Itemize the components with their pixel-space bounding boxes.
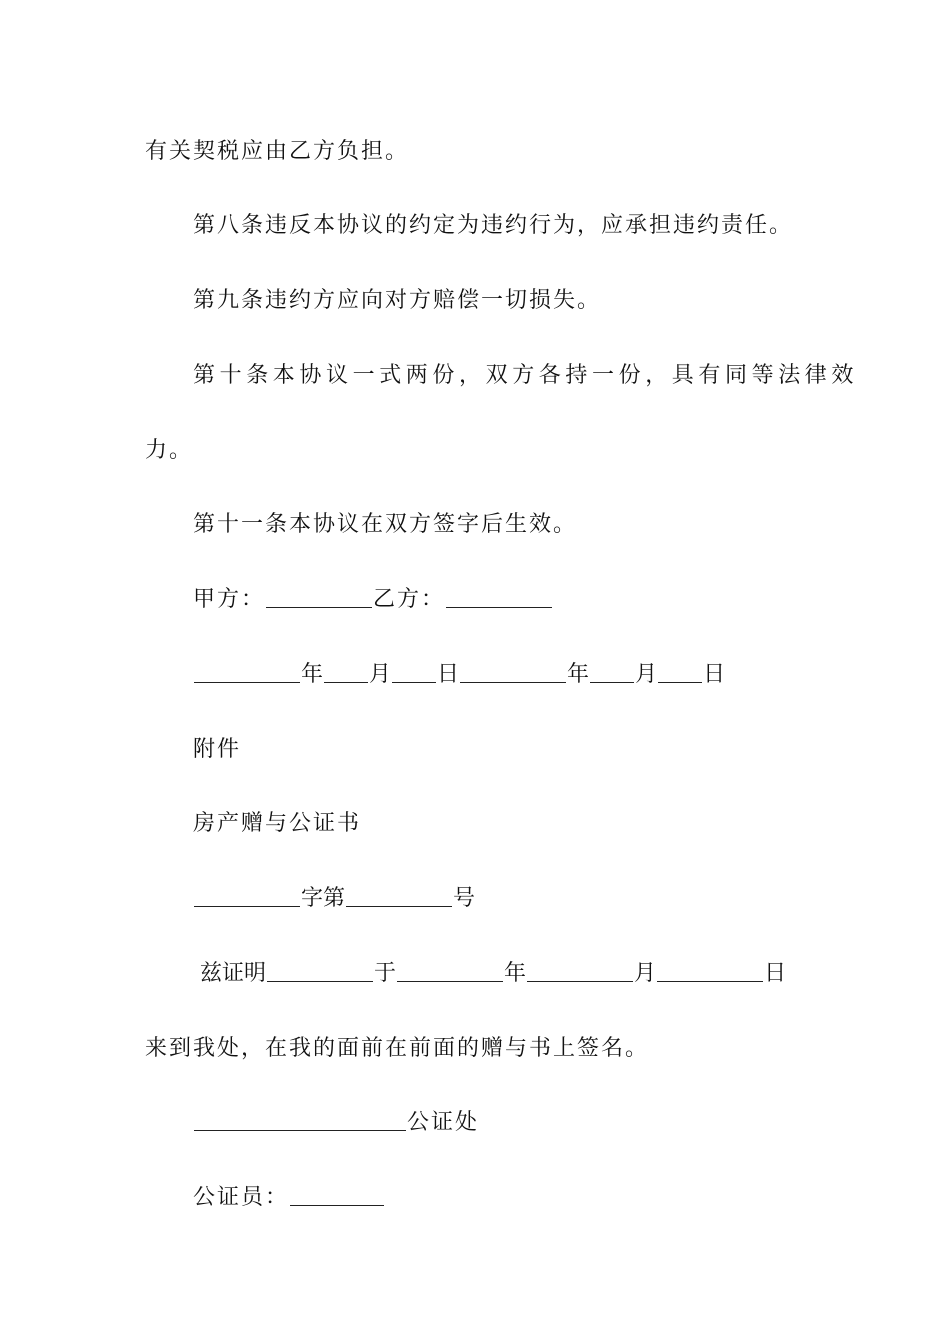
attachment-label: 附件 bbox=[193, 737, 242, 762]
certification-continuation: 来到我处，在我的面前在前面的赠与书上签名。 bbox=[145, 1036, 650, 1061]
certificate-number-row bbox=[193, 884, 873, 914]
notary-officer-row bbox=[193, 1183, 873, 1213]
date-a-year-blank[interactable] bbox=[194, 660, 300, 683]
notary-office-label: 公证处 bbox=[407, 1110, 480, 1135]
certification-row bbox=[200, 959, 880, 989]
date-b-month: 月 bbox=[635, 662, 658, 687]
certificate-prefix-blank[interactable] bbox=[194, 884, 300, 907]
party-a-label: 甲方： bbox=[193, 587, 266, 612]
party-b-blank[interactable] bbox=[446, 585, 552, 608]
article-9: 第九条违约方应向对方赔偿一切损失。 bbox=[193, 288, 602, 313]
certificate-number-blank[interactable] bbox=[346, 884, 452, 907]
certification-month-blank[interactable] bbox=[527, 959, 633, 982]
party-a-blank[interactable] bbox=[266, 585, 372, 608]
certificate-number-end: 号 bbox=[453, 886, 476, 911]
date-b-month-blank[interactable] bbox=[590, 660, 634, 683]
certification-day: 日 bbox=[764, 961, 787, 986]
certification-prefix: 兹证明 bbox=[200, 961, 267, 986]
date-b-year: 年 bbox=[567, 662, 590, 687]
date-b-day-blank[interactable] bbox=[658, 660, 702, 683]
date-a-year: 年 bbox=[301, 662, 324, 687]
notary-officer-label: 公证员： bbox=[193, 1185, 290, 1210]
date-a-month: 月 bbox=[369, 662, 392, 687]
date-a-month-blank[interactable] bbox=[324, 660, 368, 683]
attachment-title: 房产赠与公证书 bbox=[193, 811, 362, 836]
notary-officer-blank[interactable] bbox=[290, 1183, 384, 1206]
party-b-label: 乙方： bbox=[373, 587, 446, 612]
signature-row bbox=[193, 585, 873, 615]
paragraph-tax: 有关契税应由乙方负担。 bbox=[145, 139, 410, 164]
date-row bbox=[193, 660, 873, 690]
article-10-continuation: 力。 bbox=[145, 438, 194, 463]
certificate-number-mid: 字第 bbox=[301, 886, 346, 911]
certification-year-blank[interactable] bbox=[397, 959, 503, 982]
article-8: 第八条违反本协议的约定为违约行为，应承担违约责任。 bbox=[193, 213, 794, 238]
notary-office-blank[interactable] bbox=[194, 1108, 406, 1131]
date-b-day: 日 bbox=[703, 662, 726, 687]
date-a-day-blank[interactable] bbox=[392, 660, 436, 683]
article-10: 第十条本协议一式两份，双方各持一份，具有同等法律效 bbox=[193, 363, 859, 388]
certification-yu: 于 bbox=[374, 961, 397, 986]
certification-name-blank[interactable] bbox=[267, 959, 373, 982]
notary-office-row bbox=[193, 1108, 873, 1138]
certification-month: 月 bbox=[634, 961, 657, 986]
article-11: 第十一条本协议在双方签字后生效。 bbox=[193, 512, 578, 537]
certification-day-blank[interactable] bbox=[657, 959, 763, 982]
date-a-day: 日 bbox=[437, 662, 460, 687]
certification-year: 年 bbox=[504, 961, 527, 986]
date-b-year-blank[interactable] bbox=[460, 660, 566, 683]
